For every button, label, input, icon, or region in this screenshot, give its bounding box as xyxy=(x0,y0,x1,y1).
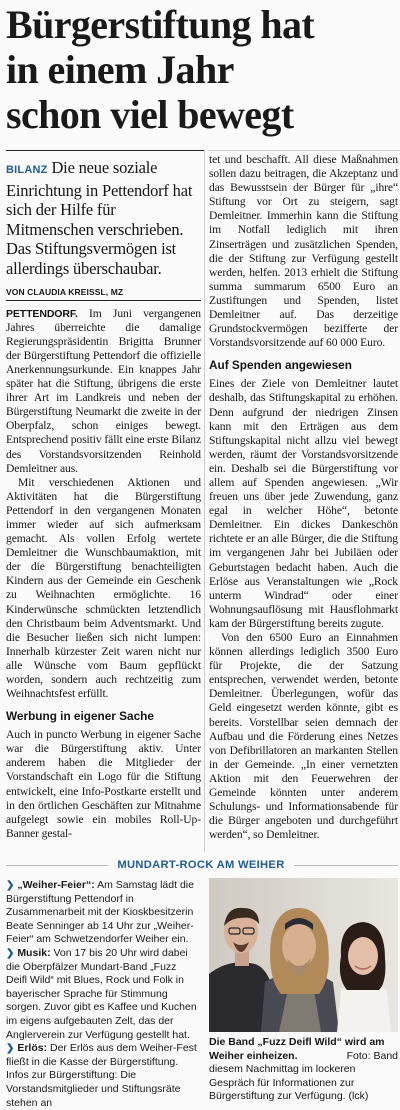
body-paragraph: Von den 6500 Euro an Einnahmen können allerdings lediglich 3500 Euro für Projekte, die der Satzung entsprechen, verwendet werden, betonte Demleitner. Überlegungen, wofür das Geld eingesetzt werden könnte, gibt es bereits. Vorstellbar seien demnach der Aufbau und die Förderung eines Netzes von Defibrillatoren an markanten Stellen in der Gemeinde. „In einer vernetzten Aktion mit den Feuerwehren der Gemeinde könnten unter anderem Schulungs- und Informationsabende für die Bürger angeboten und durchgeführt werden“, so Demleitner. xyxy=(209,631,398,842)
event-list xyxy=(6,879,200,1110)
dateline: PETTENDORF. xyxy=(6,307,78,320)
band-photo xyxy=(209,878,398,1032)
headline-line-1: Bürgerstiftung hat xyxy=(6,2,315,47)
lead-paragraph xyxy=(6,158,201,279)
event-item xyxy=(6,1042,200,1110)
lead-text: Die neue soziale Einrichtung in Pettendorf hat sich der Hilfe für Mitmenschen verschrieben. Das Stiftungsvermögen ist allerdings überschaubar. xyxy=(6,158,193,278)
headline-line-3: schon viel bewegt xyxy=(6,92,294,137)
headline xyxy=(6,2,398,137)
box-rule xyxy=(294,865,398,866)
subheading: Auf Spenden angewiesen xyxy=(209,358,352,373)
body-paragraph: tet und beschafft. All diese Maßnahmen sollen dazu beitragen, die Akzeptanz und das Bewusstsein der Bürger für „ihre“ Stiftung vor Ort zu steigern, sagt Demleitner. Immerhin kann die Stiftung im Notfall lediglich mit ihren Zinserträgen und zusätzlichen Spenden, die der Stiftung zur Verfügung gestellt werden, helfen. 2013 erhielt die Stiftung summa summarum 6500 Euro an Zustiftungen und Spenden, listet Demleitner auf. Das derzeitige Grundstockvermögen bezifferte der Vorstandsvorsitzende auf 60 000 Euro. xyxy=(209,153,398,350)
chevron-right-icon: ❯ xyxy=(6,880,15,891)
column-top-rule xyxy=(208,150,400,151)
column-divider xyxy=(204,150,205,852)
chevron-right-icon: ❯ xyxy=(6,947,15,959)
kicker: BILANZ xyxy=(6,164,48,176)
event-item-label: Erlös: xyxy=(17,1042,48,1055)
photo-area xyxy=(209,878,398,1104)
body-paragraph: Mit verschiedenen Aktionen und Aktivitäten hat die Bürgerstiftung Pettendorf in den vergangenen Monaten immer wieder auf sich aufmerksam gemacht. Als vollen Erfolg wertete Demleitner die Wunschbaumaktion, mit der die Bürgerstiftung benachteiligten Kindern aus der Gemeinde ein Geschenk zu Weihnachten ermöglichte. 16 Kinderwünsche schmückten letztendlich den Christbaum beim Adventsmarkt. Und die Besucher ließen sich nicht lumpen: Innerhalb kürzester Zeit waren nicht nur alle Wünsche vom Baum gepflückt worden, sondern auch rechtzeitig zum Weihnachtsfest erfüllt. xyxy=(6,475,201,701)
photo-credit: Foto: Band xyxy=(346,1049,398,1062)
band-photo-illustration xyxy=(209,878,398,1032)
event-item-text: Am Samstag lädt die Bürgerstiftung Pettendorf in Zusammenarbeit mit der Kioskbesitzerin Beate Senninger ab 14 Uhr zur „Weiher-Feier“ am Schwetzendorfer Weiher ein. xyxy=(6,879,194,946)
subheading: Werbung in eigener Sache xyxy=(6,709,154,724)
article-column-left xyxy=(6,158,201,841)
chevron-right-icon: ❯ xyxy=(6,1043,15,1055)
event-item-label: Musik: xyxy=(17,946,51,959)
body-paragraph: Eines der Ziele von Demleitner lautet deshalb, das Stiftungskapital zu erhöhen. Denn aufgrund der niedrigen Zinsen kann mit den Erträgen aus dem Stiftungskapital nicht allzu viel bewegt werden, räumt der Vorstandsvorsitzende ein. Deshalb sei die Bürgerstiftung vor allem auf Spenden angewiesen. „Wir freuen uns über jede Zuwendung, ganz egal in welcher Höhe“, betonte Demleitner. Ein dickes Dankeschön richtete er an alle Bürger, die die Stiftung im vergangenen Jahr bei Jubiläen oder Geburtstagen bedacht haben. Auch die Erlöse aus Veranstaltungen wie „Rock unterm Windrad“ oder einer Wohnungsauflösung mit Hausflohmarkt kam der Bürgerstiftung bereits zugute. xyxy=(209,377,398,630)
article-column-right xyxy=(209,153,398,842)
byline: VON CLAUDIA KREISSL, MZ xyxy=(6,287,201,301)
paragraph-text: Im Juni vergangenen Jahres überreichte die damalige Regierungspräsidentin Brigitta Brunner der Bürgerstiftung Pettendorf die offizielle Anerkennungsurkunde. Ein knappes Jahr später hat die Stiftung, übrigens die erste ihrer Art im Landkreis und neben der Bürgerstiftung Neumarkt die zweite in der Oberpfalz, schon einiges bewegt. Entsprechend positiv fällt eine erste Bilanz des Vorstandsvorsitzenden Reinhold Demleitner aus. xyxy=(6,306,201,475)
headline-rule xyxy=(6,150,204,151)
caption-text: Die Band „Fuzz Deifl Wild“ wird am Weiher einheizen. xyxy=(209,1036,385,1062)
info-box xyxy=(0,857,400,1109)
box-rule xyxy=(6,865,108,866)
box-title: MUNDART-ROCK AM WEIHER xyxy=(117,859,285,871)
event-item xyxy=(6,879,200,947)
photo-caption xyxy=(209,1036,398,1104)
body-paragraph xyxy=(6,307,201,476)
headline-line-2: in einem Jahr xyxy=(6,47,234,92)
event-item-text: Von 17 bis 20 Uhr wird dabei die Oberpfälzer Mundart-Band „Fuzz Deifl Wild“ mit Blues, Rock und Folk in bayerischer Sprache für Stimmung sorgen. Zuvor gibt es Kaffee und Kuchen im eigens aufgebauten Zelt, das der Anglerverein zur Verfügung gestellt hat. xyxy=(6,946,197,1041)
caption-continuation: diesem Nachmittag im lockeren Gespräch für Informationen zur Bürgerstiftung zur Verfügung. (lck) xyxy=(209,1063,369,1103)
event-item-text: Der Erlös aus dem Weiher-Fest fließt in die Kasse der Bürgerstiftung. Infos zur Bürgerstiftung: Die Vorstandsmitglieder und Stiftungsräte stehen an xyxy=(6,1042,197,1109)
event-item-label: „Weiher-Feier“: xyxy=(17,879,95,891)
body-paragraph: Auch in puncto Werbung in eigener Sache war die Bürgerstiftung aktiv. Unter anderem haben die Mitglieder der Vorstandschaft ein Logo für die Stiftung entwickelt, eine Info-Postkarte erstellt und in den örtlichen Geschäften zur Mitnahme aufgelegt sowie ein mobiles Roll-Up-Banner gestal- xyxy=(6,728,201,840)
event-item xyxy=(6,947,200,1042)
